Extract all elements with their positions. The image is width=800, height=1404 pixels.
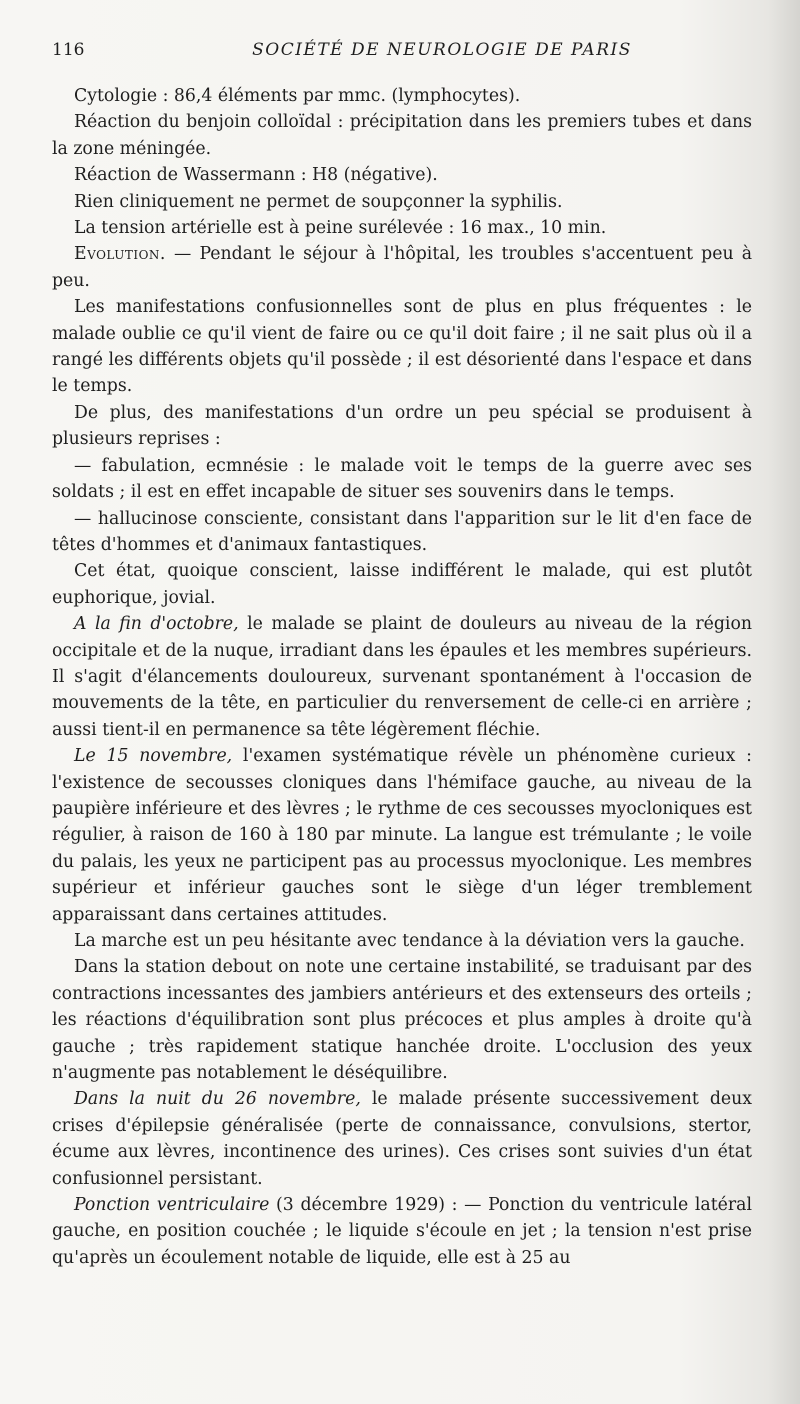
body-text <box>52 83 752 1271</box>
paragraph-octobre: A la fin d'octobre, le malade se plaint de douleurs au niveau de la région occipitale et de la nuque, irradiant dans les épaules et les membres supérieurs. Il s'agit d'élancements douloureux, survenant spontanément à l'occasion de mouvements de la tête, en particulier du renversement de celle-ci en arrière ; aussi tient-il en permanence sa tête légèrement fléchie. <box>52 614 752 740</box>
running-head: SOCIÉTÉ DE NEUROLOGIE DE PARIS <box>252 40 632 60</box>
ponction-heading: Ponction ventriculaire <box>74 1195 270 1216</box>
paragraph-marche: La marche est un peu hésitante avec tendance à la déviation vers la gauche. <box>74 931 745 951</box>
paragraph-wassermann: Réaction de Wassermann : H8 (négative). <box>74 165 438 186</box>
paragraph-evolution: Evolution. — Pendant le séjour à l'hôpital, les troubles s'accentuent peu à peu. <box>52 244 752 291</box>
paragraph-syphilis: Rien cliniquement ne permet de soupçonner la syphilis. <box>74 191 563 212</box>
paragraph-etat: Cet état, quoique conscient, laisse indifférent le malade, qui est plutôt euphorique, jovial. <box>52 561 752 608</box>
page-number: 116 <box>52 40 85 60</box>
date-15-novembre: Le 15 novembre, <box>74 746 233 767</box>
date-26-novembre: Dans la nuit du 26 novembre, <box>74 1089 361 1110</box>
paragraph-15-novembre: Le 15 novembre, l'examen systématique révèle un phénomène curieux : l'existence de secousses cloniques dans l'hémiface gauche, au niveau de la paupière inférieure et des lèvres ; le rythme de ces secousses myocloniques est régulier, à raison de 160 à 180 par minute. La langue est trémulante ; le voile du palais, les yeux ne participent pas au processus myoclonique. Les membres supérieur et inférieur gauches sont le siège d'un léger tremblement apparaissant dans certaines attitudes. <box>52 746 752 925</box>
paragraph-hallucinose: — hallucinose consciente, consistant dans l'apparition sur le lit d'en face de têtes d'hommes et d'animaux fantastiques. <box>52 508 752 555</box>
paragraph-26-novembre: Dans la nuit du 26 novembre, le malade présente successivement deux crises d'épilepsie généralisée (perte de connaissance, convulsions, stertor, écume aux lèvres, incontinence des urines). Ces crises sont suivies d'un état confusionnel persistant. <box>52 1089 752 1189</box>
paragraph-fabulation: — fabulation, ecmnésie : le malade voit le temps de la guerre avec ses soldats ; il est en effet incapable de situer ses souvenirs dans le temps. <box>52 455 752 503</box>
evolution-heading: Evolution. <box>74 244 166 265</box>
paragraph-manifestations: De plus, des manifestations d'un ordre un peu spécial se produisent à plusieurs reprises : <box>52 402 752 450</box>
paragraph-station-debout: Dans la station debout on note une certaine instabilité, se traduisant par des contractions incessantes des jambiers antérieurs et des extenseurs des orteils ; les réactions d'équilibration sont plus précoces et plus amples à droite qu'à gauche ; très rapidement statique hanchée droite. L'occlusion des yeux n'augmente pas notablement le déséquilibre. <box>52 957 752 1084</box>
date-octobre: A la fin d'octobre, <box>74 614 239 635</box>
paragraph-cytologie: Cytologie : 86,4 éléments par mmc. (lymphocytes). <box>74 86 521 106</box>
page-header <box>52 40 752 66</box>
paragraph-tension: La tension artérielle est à peine surélevée : 16 max., 10 min. <box>74 218 607 239</box>
paragraph-benjoin: Réaction du benjoin colloïdal : précipitation dans les premiers tubes et dans la zone méningée. <box>52 112 752 159</box>
paragraph-confusion: Les manifestations confusionnelles sont de plus en plus fréquentes : le malade oublie ce qu'il vient de faire ou ce qu'il doit faire ; il ne sait plus où il a rangé les différents objets qu'il possède ; il est désorienté dans l'espace et dans le temps. <box>52 297 752 397</box>
paragraph-ponction: Ponction ventriculaire (3 décembre 1929) : — Ponction du ventricule latéral gauche, en position couchée ; le liquide s'écoule en jet ; la tension n'est prise qu'après un écoulement notable de liquide, elle est à 25 au <box>52 1195 752 1268</box>
